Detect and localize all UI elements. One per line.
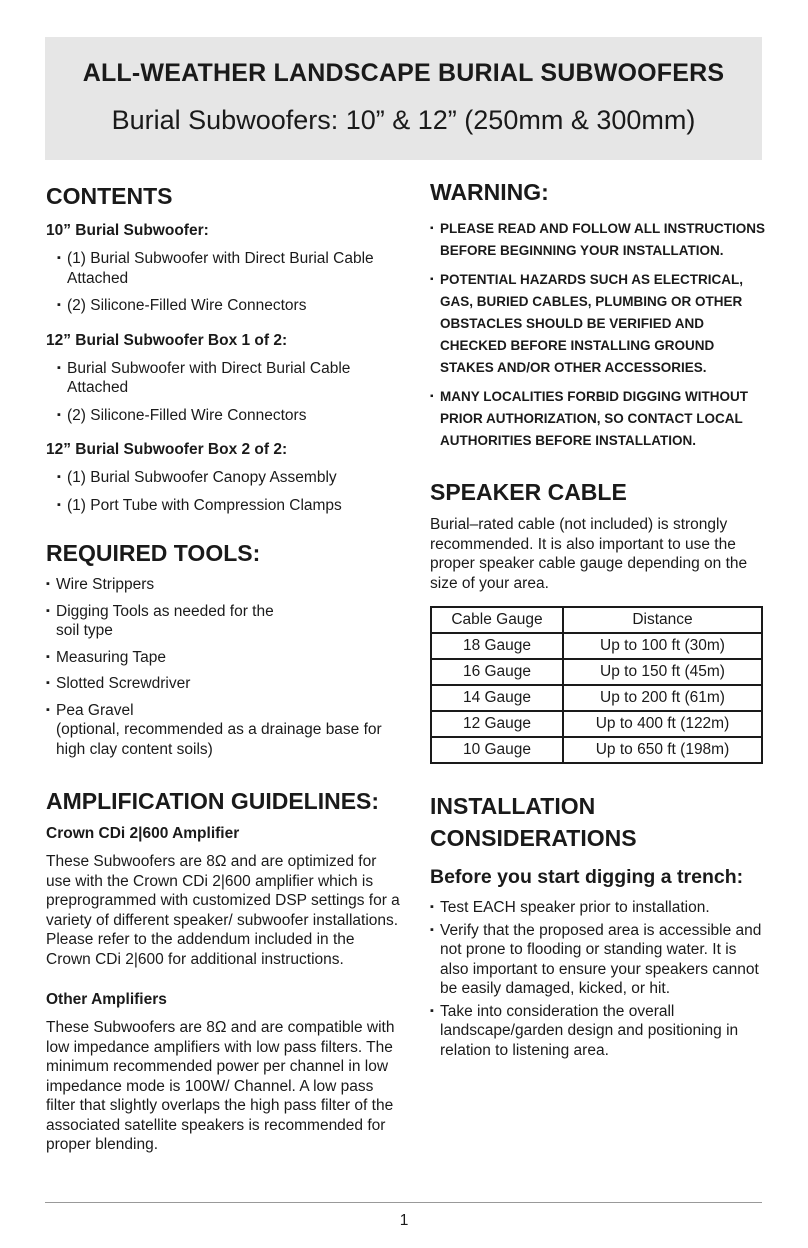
footer-divider bbox=[45, 1202, 762, 1203]
amplification-heading: AMPLIFICATION GUIDELINES: bbox=[46, 788, 380, 814]
tools-heading: REQUIRED TOOLS: bbox=[46, 540, 261, 566]
list-item: ▪ Slotted Screwdriver bbox=[46, 674, 401, 694]
cable-gauge-table bbox=[430, 606, 763, 764]
speaker-cable-heading: SPEAKER CABLE bbox=[430, 479, 627, 505]
table-cell: Up to 400 ft (122m) bbox=[563, 711, 762, 737]
crown-amp-title: Crown CDi 2|600 Amplifier bbox=[46, 825, 240, 842]
installation-subheading: Before you start digging a trench: bbox=[430, 866, 744, 888]
list-item: ▪ Take into consideration the overall landscape/garden design and positioning in relation to listening area. bbox=[430, 1002, 765, 1061]
crown-amp-text: These Subwoofers are 8Ω and are optimized for use with the Crown CDi 2|600 amplifier which is preprogrammed with customized DSP settings for a variety of different speaker/ subwoofer installations. Please refer to the addendum included in the Crown CDi 2|600 for additional instructions. bbox=[46, 853, 400, 968]
list-item: ▪ Measuring Tape bbox=[46, 648, 401, 668]
list-item: ▪ (1) Port Tube with Compression Clamps bbox=[57, 496, 401, 516]
list-item: ▪ (2) Silicone-Filled Wire Connectors bbox=[57, 406, 401, 426]
table-cell: 16 Gauge bbox=[431, 659, 563, 685]
tool-note: (optional, recommended as a drainage base for high clay content soils) bbox=[56, 721, 382, 758]
installation-heading bbox=[430, 790, 765, 854]
table-row bbox=[431, 711, 762, 737]
left-column bbox=[46, 178, 401, 1155]
list-item: ▪ (1) Burial Subwoofer Canopy Assembly bbox=[57, 468, 401, 488]
table-row bbox=[431, 633, 762, 659]
table-cell: 10 Gauge bbox=[431, 737, 563, 763]
warning-item: ▪ POTENTIAL HAZARDS SUCH AS ELECTRICAL, GAS, BURIED CABLES, PLUMBING OR OTHER OBSTACLES SHOULD BE VERIFIED AND CHECKED BEFORE INSTALLING GROUND STAKES AND/OR OTHER ACCESSORIES. bbox=[430, 269, 765, 379]
table-row bbox=[431, 685, 762, 711]
tool-name: Pea Gravel bbox=[56, 701, 134, 719]
column-header: Distance bbox=[563, 607, 762, 633]
list-item: ▪ Digging Tools as needed for the soil type bbox=[46, 602, 296, 641]
page-title: ALL-WEATHER LANDSCAPE BURIAL SUBWOOFERS bbox=[82, 59, 725, 87]
table-row bbox=[431, 659, 762, 685]
list-item: ▪ Burial Subwoofer with Direct Burial Cable Attached bbox=[57, 359, 401, 398]
table-cell: 12 Gauge bbox=[431, 711, 563, 737]
installation-list bbox=[430, 898, 765, 1060]
contents-group-title: 10” Burial Subwoofer: bbox=[46, 222, 209, 239]
table-cell: Up to 650 ft (198m) bbox=[563, 737, 762, 763]
warning-heading: WARNING: bbox=[430, 179, 549, 205]
column-header: Cable Gauge bbox=[431, 607, 563, 633]
list-item: ▪ (1) Burial Subwoofer with Direct Burial Cable Attached bbox=[57, 249, 401, 288]
table-cell: 14 Gauge bbox=[431, 685, 563, 711]
contents-heading: CONTENTS bbox=[46, 183, 173, 209]
warning-list bbox=[430, 218, 765, 452]
contents-group-title: 12” Burial Subwoofer Box 1 of 2: bbox=[46, 331, 288, 349]
table-cell: Up to 150 ft (45m) bbox=[563, 659, 762, 685]
header-banner bbox=[45, 37, 762, 160]
table-cell: Up to 100 ft (30m) bbox=[563, 633, 762, 659]
table-header-row bbox=[431, 607, 762, 633]
installation-heading-line2: CONSIDERATIONS bbox=[430, 825, 637, 851]
right-column bbox=[430, 178, 765, 1060]
contents-group-title: 12” Burial Subwoofer Box 2 of 2: bbox=[46, 441, 288, 458]
table-cell: 18 Gauge bbox=[431, 633, 563, 659]
warning-item: ▪ PLEASE READ AND FOLLOW ALL INSTRUCTIONS BEFORE BEGINNING YOUR INSTALLATION. bbox=[430, 218, 765, 262]
contents-list bbox=[46, 468, 401, 515]
warning-item: ▪ MANY LOCALITIES FORBID DIGGING WITHOUT PRIOR AUTHORIZATION, SO CONTACT LOCAL AUTHORITIES BEFORE INSTALLATION. bbox=[430, 386, 765, 452]
list-item: ▪ Test EACH speaker prior to installation. bbox=[430, 898, 765, 918]
other-amp-title: Other Amplifiers bbox=[46, 991, 167, 1008]
contents-list bbox=[46, 249, 401, 316]
tools-list bbox=[46, 575, 401, 759]
table-cell: Up to 200 ft (61m) bbox=[563, 685, 762, 711]
speaker-cable-text: Burial–rated cable (not included) is strongly recommended. It is also important to use the proper speaker cable gauge depending on the size of your area. bbox=[430, 516, 748, 592]
list-item bbox=[46, 701, 401, 760]
table-row bbox=[431, 737, 762, 763]
contents-list bbox=[46, 359, 401, 426]
installation-heading-line1: INSTALLATION bbox=[430, 793, 596, 819]
list-item: ▪ Wire Strippers bbox=[46, 575, 401, 595]
list-item: ▪ Verify that the proposed area is accessible and not prone to flooding or standing water. It is also important to ensure your speakers cannot be easily damaged, kicked, or hit. bbox=[430, 921, 765, 999]
other-amp-text: These Subwoofers are 8Ω and are compatible with low impedance amplifiers with low pass filters. The minimum recommended power per channel in low impedance mode is 100W/ Channel. A low pass filter that slightly overlaps the high pass filter of the associated satellite speakers is recommended for proper blending. bbox=[46, 1019, 395, 1153]
page-subtitle: Burial Subwoofers: 10” & 12” (250mm & 300mm) bbox=[111, 105, 696, 135]
page-number: 1 bbox=[399, 1212, 409, 1229]
list-item: ▪ (2) Silicone-Filled Wire Connectors bbox=[57, 296, 401, 316]
